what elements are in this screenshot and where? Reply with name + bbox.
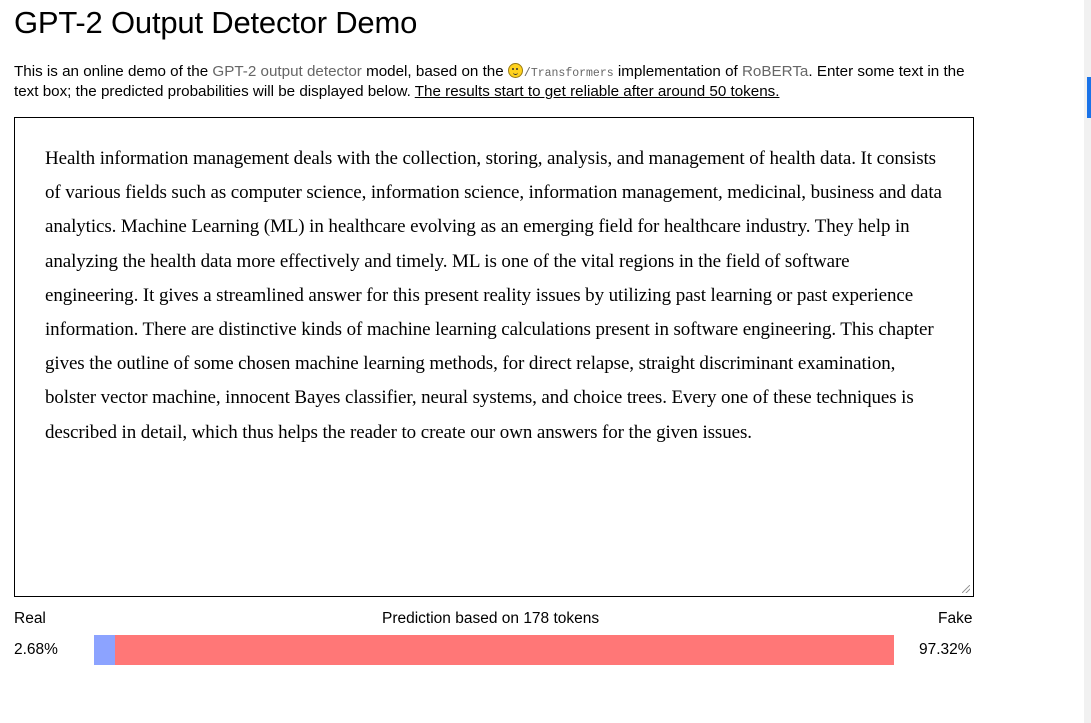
scrollbar-thumb[interactable]: [1087, 77, 1091, 118]
intro-part2: model, based on the: [361, 63, 508, 80]
input-text: Health information management deals with the collection, storing, analysis, and management of health data. It consists of various fields such as computer science, information science, information management, medicinal, business and data analytics. Machine Learning (ML) in healthcare evolving as an emerging field for healthcare industry. They help in analyzing the health data more effectively and timely. ML is one of the vital regions in the field of software engineering. It gives a streamlined answer for this present reality issues by utilizing past learning or past experience information. There are distinctive kinds of machine learning calculations present in software engineering. This chapter gives the outline of some chosen machine learning methods, for direct relapse, straight discriminant examination, bolster vector machine, innocent Bayes classifier, neural systems, and choice trees. Every one of these techniques is described in detail, which thus helps the reader to create our own answers for the given issues.: [45, 148, 942, 443]
fake-label: Fake: [938, 610, 973, 627]
reliability-note: The results start to get reliable after around 50 tokens.: [414, 83, 780, 100]
roberta-link[interactable]: RoBERTa: [741, 63, 809, 80]
intro-text: [14, 63, 974, 101]
intro-part3: implementation of: [613, 63, 742, 80]
gpt2-detector-link[interactable]: GPT-2 output detector: [212, 63, 362, 80]
real-percentage: 2.68%: [14, 641, 58, 658]
intro-part1: This is an online demo of the: [14, 63, 213, 80]
probability-bar: [94, 635, 894, 665]
hugging-face-icon: [508, 63, 523, 78]
real-probability-fill: [94, 635, 115, 665]
page-scrollbar[interactable]: [1084, 0, 1091, 723]
text-input-box[interactable]: [14, 117, 974, 597]
page-title: GPT-2 Output Detector Demo: [14, 5, 418, 40]
real-label: Real: [14, 610, 46, 627]
resize-handle-icon[interactable]: [962, 585, 970, 593]
prediction-label: Prediction based on 178 tokens: [382, 610, 600, 627]
transformers-link[interactable]: /Transformers: [523, 67, 614, 80]
intro-part4: . Enter some text in the text box; the predicted probabilities will be displayed below.: [14, 63, 965, 100]
fake-percentage: 97.32%: [919, 641, 972, 658]
